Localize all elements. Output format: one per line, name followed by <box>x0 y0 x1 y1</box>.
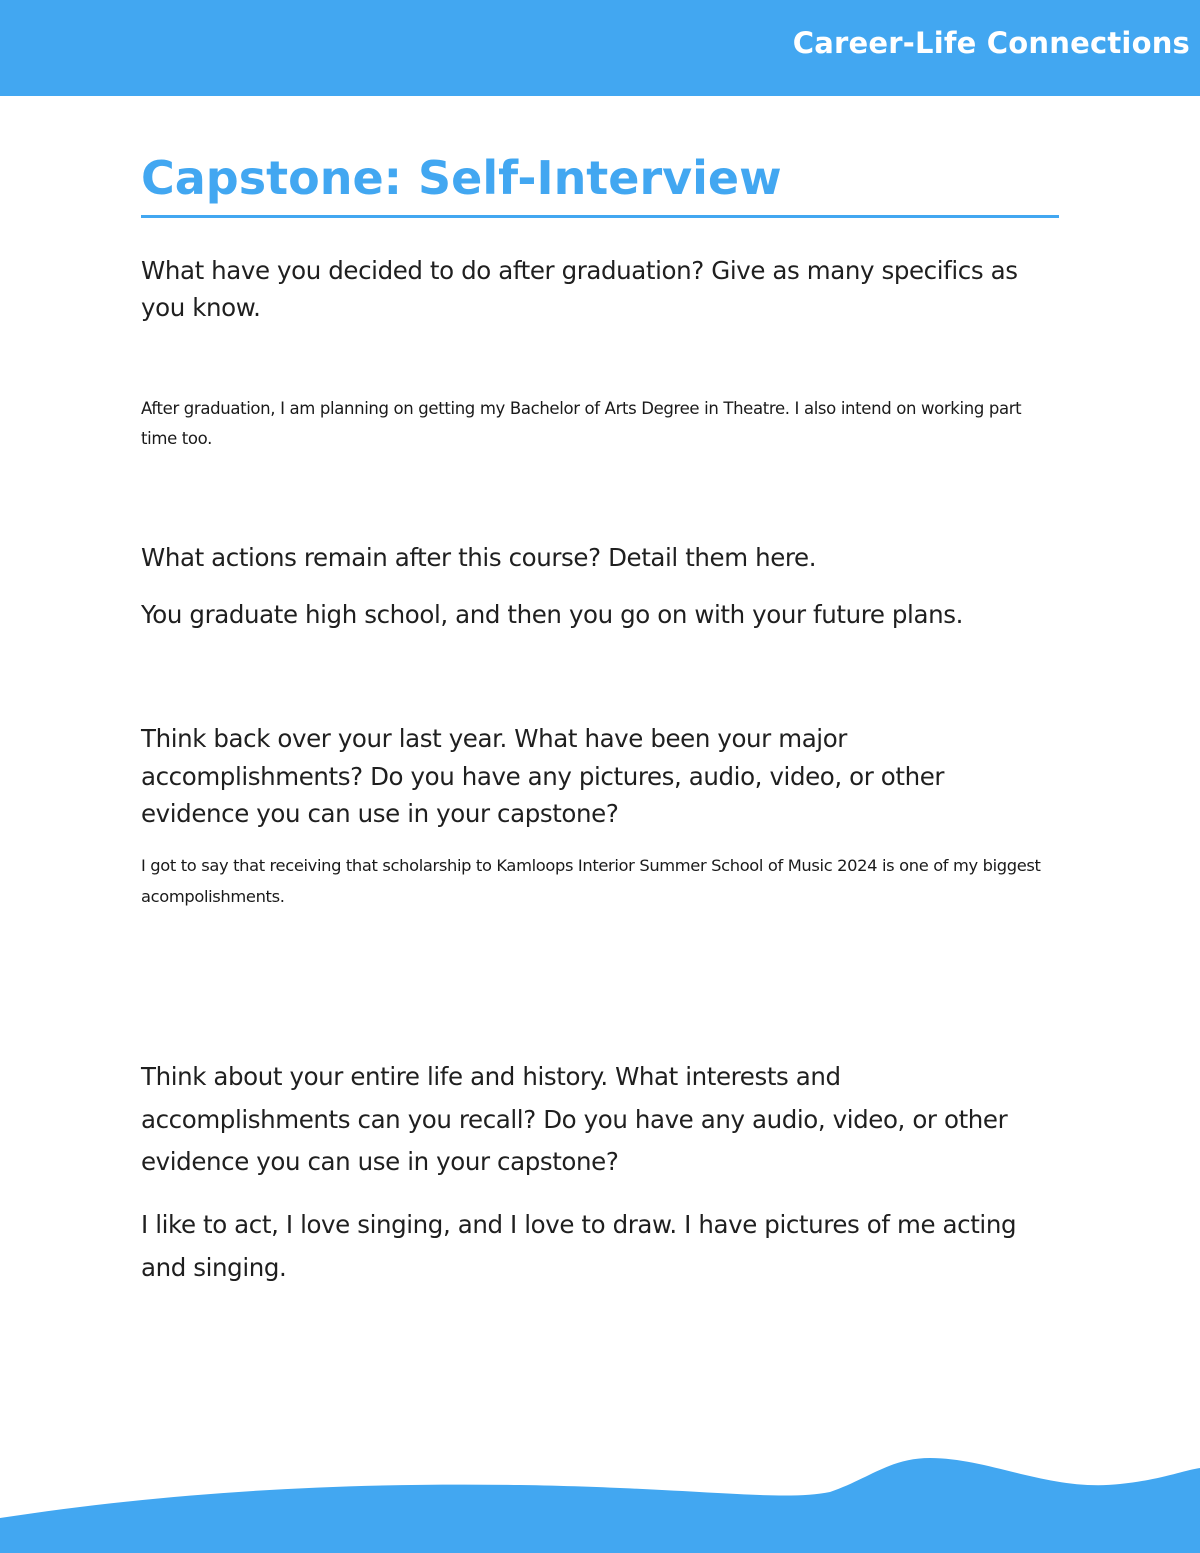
question-3: Think back over your last year. What have been your major accomplishments? Do you have any pictures, audio, video, or other evidence you can use in your capstone? <box>141 724 945 828</box>
question-4: Think about your entire life and history. What interests and accomplishments can you recall? Do you have any audio, video, or other evidence you can use in your capstone? <box>141 1062 1008 1176</box>
question-1: What have you decided to do after graduation? Give as many specifics as you know. <box>141 256 1018 322</box>
answer-4: I like to act, I love singing, and I love to draw. I have pictures of me acting and singing. <box>141 1210 1017 1282</box>
question-2: What actions remain after this course? Detail them here. <box>141 543 817 572</box>
answer-1: After graduation, I am planning on getting my Bachelor of Arts Degree in Theatre. I also intend on working part time too. <box>141 399 1022 448</box>
header-brand-title: Career-Life Connections <box>792 26 1190 60</box>
header-band <box>0 0 1200 96</box>
title-underline <box>141 215 1059 218</box>
answer-2: You graduate high school, and then you go on with your future plans. <box>141 600 963 629</box>
page-title: Capstone: Self-Interview <box>141 151 782 205</box>
footer-wave-decoration <box>0 1440 1200 1553</box>
answer-3: I got to say that receiving that scholarship to Kamloops Interior Summer School of Music 2024 is one of my biggest acompolishments. <box>141 856 1041 906</box>
